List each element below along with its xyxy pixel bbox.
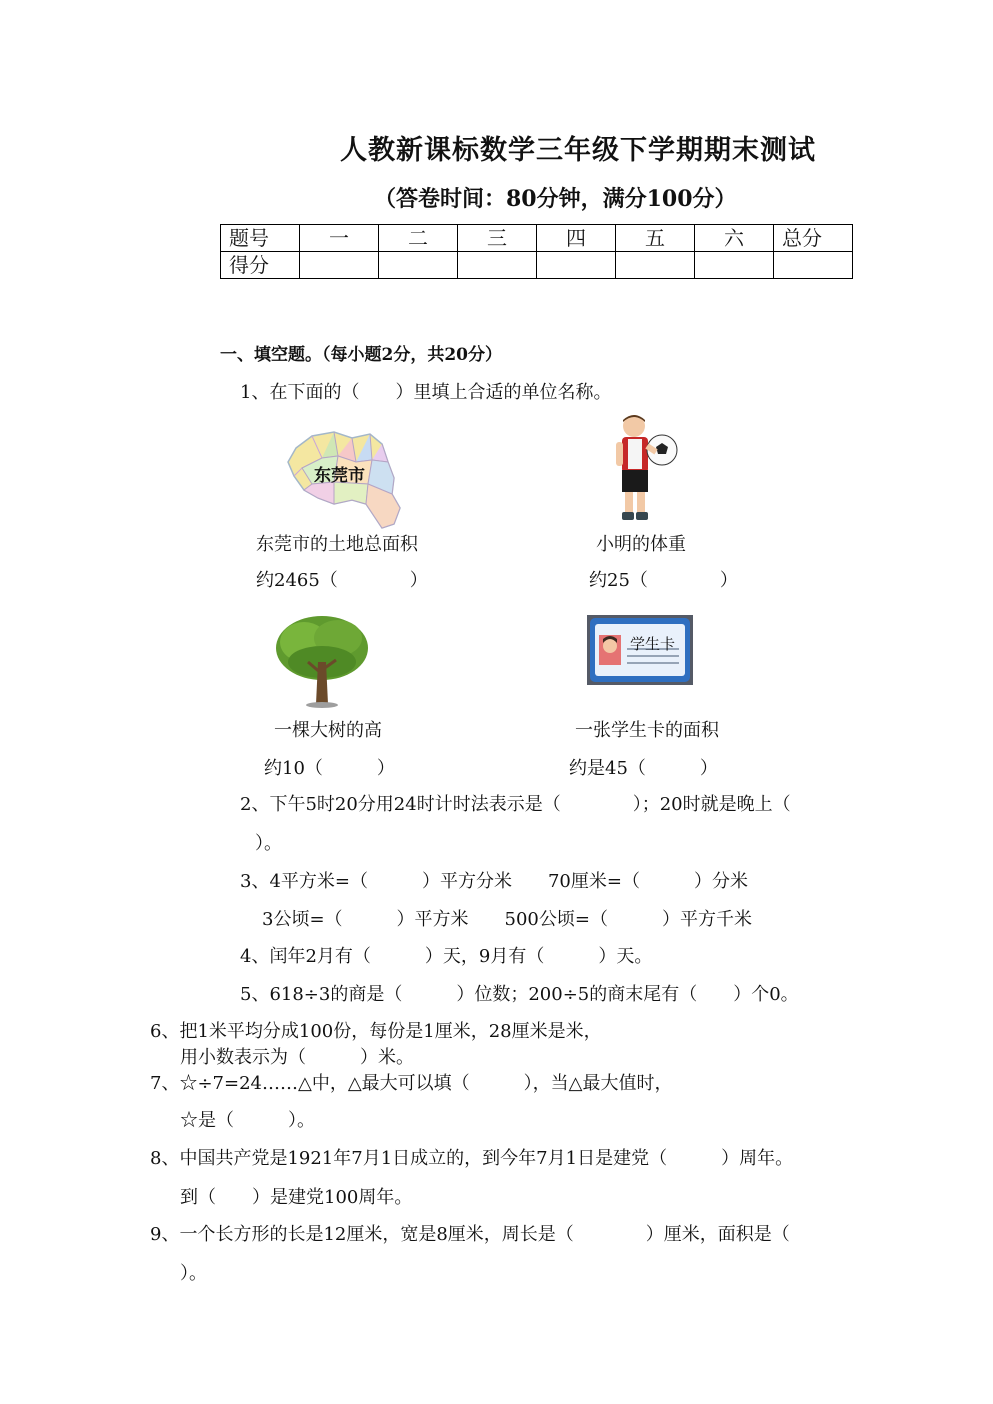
- score-cell[interactable]: [537, 252, 616, 279]
- card-answer: 约是45（ ）: [569, 758, 718, 779]
- question-1: 1、在下面的（ ）里填上合适的单位名称。: [240, 382, 612, 403]
- score-cell[interactable]: [458, 252, 537, 279]
- map-caption: 东莞市的土地总面积: [256, 534, 418, 555]
- question-6-cont: 用小数表示为（ ）米。: [180, 1047, 414, 1068]
- tree-caption: 一棵大树的高: [274, 720, 382, 741]
- question-9-cont: ）。: [180, 1263, 207, 1284]
- card-label: 学生卡: [630, 635, 676, 653]
- score-header-cell: 五: [616, 225, 695, 252]
- question-2: 2、下午5时20分用24时计时法表示是（ ）；20时就是晚上（: [240, 794, 791, 815]
- map-label: 东莞市: [314, 466, 365, 486]
- map-answer: 约2465（ ）: [256, 570, 428, 591]
- question-3: 3、4平方米=（ ）平方分米 70厘米=（ ）分米: [240, 871, 748, 892]
- boy-caption: 小明的体重: [596, 534, 686, 555]
- question-8-cont: 到（ ）是建党100周年。: [180, 1187, 413, 1208]
- score-header-cell: 二: [379, 225, 458, 252]
- boy-with-ball-image: [610, 412, 682, 524]
- tree-image: [272, 612, 372, 710]
- score-cell[interactable]: [695, 252, 774, 279]
- question-9: 9、一个长方形的长是12厘米，宽是8厘米，周长是（ ）厘米，面积是（: [150, 1224, 790, 1245]
- score-row-label: 得分: [221, 252, 300, 279]
- question-7-cont: ☆是（ ）。: [180, 1110, 315, 1131]
- score-header-cell: 四: [537, 225, 616, 252]
- boy-answer: 约25（ ）: [589, 570, 738, 591]
- score-header-cell: 一: [300, 225, 379, 252]
- score-cell[interactable]: [616, 252, 695, 279]
- question-5: 5、618÷3的商是（ ）位数；200÷5的商末尾有（ ）个0。: [240, 984, 799, 1005]
- question-2-cont: ）。: [255, 833, 282, 854]
- question-8: 8、中国共产党是1921年7月1日成立的，到今年7月1日是建党（ ）周年。: [150, 1148, 794, 1169]
- score-table-header-row: [221, 225, 853, 252]
- page-title: 人教新课标数学三年级下学期期末测试: [340, 135, 816, 166]
- tree-answer: 约10（ ）: [264, 758, 395, 779]
- score-header-cell: 三: [458, 225, 537, 252]
- section-heading: 一、填空题。（每小题2分，共20分）: [220, 345, 502, 365]
- score-header-cell: 六: [695, 225, 774, 252]
- score-table-score-row: [221, 252, 853, 279]
- card-caption: 一张学生卡的面积: [575, 720, 719, 741]
- score-header-cell: 总分: [774, 225, 853, 252]
- question-7: 7、☆÷7=24……△中，△最大可以填（ ），当△最大值时，: [150, 1073, 673, 1094]
- score-cell[interactable]: [379, 252, 458, 279]
- question-4: 4、闰年2月有（ ）天，9月有（ ）天。: [240, 946, 653, 967]
- question-6: 6、把1米平均分成100份，每份是1厘米，28厘米是米，: [150, 1021, 602, 1042]
- exam-subtitle: （答卷时间：80分钟，满分100分）: [374, 186, 737, 212]
- score-cell[interactable]: [774, 252, 853, 279]
- score-cell[interactable]: [300, 252, 379, 279]
- question-3-cont: 3公顷=（ ）平方米 500公顷=（ ）平方千米: [262, 909, 752, 930]
- score-header-cell: 题号: [221, 225, 300, 252]
- score-table: [220, 224, 853, 279]
